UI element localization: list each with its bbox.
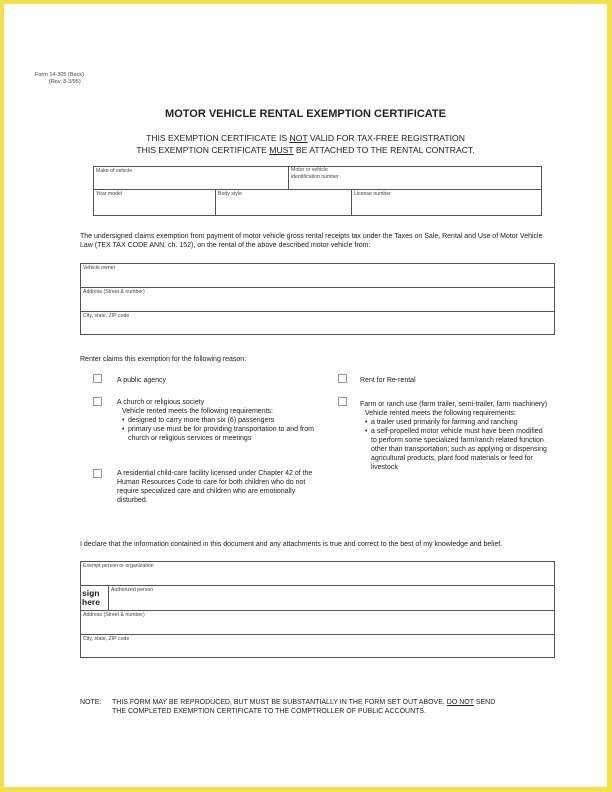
divider xyxy=(80,311,555,312)
farm-ranch-checkbox[interactable] xyxy=(338,397,347,406)
rerental-label: Rent for Re-rental xyxy=(360,377,416,384)
body-style-field[interactable]: Body style xyxy=(218,191,242,197)
year-model-field[interactable]: Year model xyxy=(96,191,123,197)
form-number: Form 14-305 (Back) xyxy=(35,72,84,78)
divider xyxy=(288,166,289,189)
declaration-text: I declare that the information contained in this document and any attachments is true and correct to the best of my knowledge and belief. xyxy=(80,541,503,548)
church-requirements-label: Vehicle rented meets the following requirements: xyxy=(122,408,273,415)
divider xyxy=(80,610,555,611)
form-revision: (Rev. 8-3/95) xyxy=(49,79,81,85)
rerental-checkbox[interactable] xyxy=(338,374,347,383)
church-requirements xyxy=(117,407,317,443)
sign-here-line-2: here xyxy=(82,597,100,607)
church-title: A church or religious society xyxy=(117,399,205,406)
note-label: NOTE: xyxy=(80,699,102,706)
divider xyxy=(93,189,542,190)
childcare-checkbox[interactable] xyxy=(93,469,102,478)
note-line-1: THIS FORM MAY BE REPRODUCED, BUT MUST BE SUBSTANTIALLY IN THE FORM SET OUT ABOVE. DO NOT SEND xyxy=(112,699,496,706)
reason-intro: Renter claims this exemption for the following reason: xyxy=(80,356,247,363)
form-page xyxy=(4,4,607,787)
authorized-person-field[interactable]: Authorized person xyxy=(111,587,154,593)
farm-title: Farm or ranch use (farm trailer, semi-trailer, farm machinery) xyxy=(360,401,548,408)
divider xyxy=(215,189,216,216)
vin-field-label-2: identification number xyxy=(291,174,339,180)
declaration-intro: The undersigned claims exemption from payment of motor vehicle gross rental receipts tax under the Taxes on Sale, Rental and Use of Motor Vehicle Law (TEX TAX CODE ANN. ch. 152), on the rental of the above described motor vehicle from: xyxy=(80,233,543,249)
signer-city-field[interactable]: City, state, ZIP code xyxy=(83,636,130,642)
divider xyxy=(108,585,109,610)
public-agency-checkbox[interactable] xyxy=(93,374,102,383)
make-of-vehicle-field[interactable]: Make of vehicle xyxy=(96,168,133,174)
divider xyxy=(80,634,555,635)
form-subtitle xyxy=(4,132,607,156)
farm-ranch-option xyxy=(360,400,550,472)
public-agency-label: A public agency xyxy=(117,377,167,384)
subtitle-line-2: THIS EXEMPTION CERTIFICATE MUST BE ATTACHED TO THE RENTAL CONTRACT. xyxy=(136,145,475,155)
church-requirement-2: • primary use must be for providing transportation to and from church or religious services or meetings xyxy=(122,425,317,443)
owner-address-field[interactable]: Address (Street & number) xyxy=(83,289,145,295)
signer-address-field[interactable]: Address (Street & number) xyxy=(83,612,145,618)
church-option xyxy=(117,398,317,443)
divider xyxy=(351,189,352,216)
farm-requirement-1: • a trailer used primarily for farming and ranching xyxy=(365,418,550,427)
sign-here-line-1: sign xyxy=(82,588,100,598)
church-requirement-1: • designed to carry more than six (6) passengers xyxy=(122,416,317,425)
divider xyxy=(80,585,555,586)
exempt-organization-field[interactable]: Exempt person or organization xyxy=(83,563,154,569)
license-number-field[interactable]: License number xyxy=(354,191,391,197)
vehicle-owner-field[interactable]: Vehicle owner xyxy=(83,265,116,271)
note-text xyxy=(112,698,557,716)
note-line-2: THE COMPLETED EXEMPTION CERTIFICATE TO THE COMPTROLLER OF PUBLIC ACCOUNTS. xyxy=(112,708,427,715)
sign-here-marker xyxy=(82,589,100,607)
farm-requirements xyxy=(360,409,550,472)
childcare-label: A residential child-care facility licensed under Chapter 42 of the Human Resources Code to care for both children who do not require specialized care and children who are emotionally disturbed. xyxy=(117,470,313,504)
form-title: MOTOR VEHICLE RENTAL EXEMPTION CERTIFICATE xyxy=(165,108,446,120)
church-checkbox[interactable] xyxy=(93,397,102,406)
subtitle-line-1: THIS EXEMPTION CERTIFICATE IS NOT VALID FOR TAX-FREE REGISTRATION xyxy=(146,133,465,143)
vin-field-label-1[interactable]: Motor or vehicle xyxy=(291,167,328,173)
farm-requirement-2: • a self-propelled motor vehicle must have been modified to perform some specialized farm/ranch related function other than transportation; such as applying or dispensing agricultural products, plant food materials or feed for livestock xyxy=(365,427,550,472)
owner-city-field[interactable]: City, state, ZIP code xyxy=(83,313,130,319)
divider xyxy=(80,287,555,288)
owner-info-box xyxy=(80,263,555,335)
farm-requirements-label: Vehicle rented meets the following requirements: xyxy=(365,410,516,417)
